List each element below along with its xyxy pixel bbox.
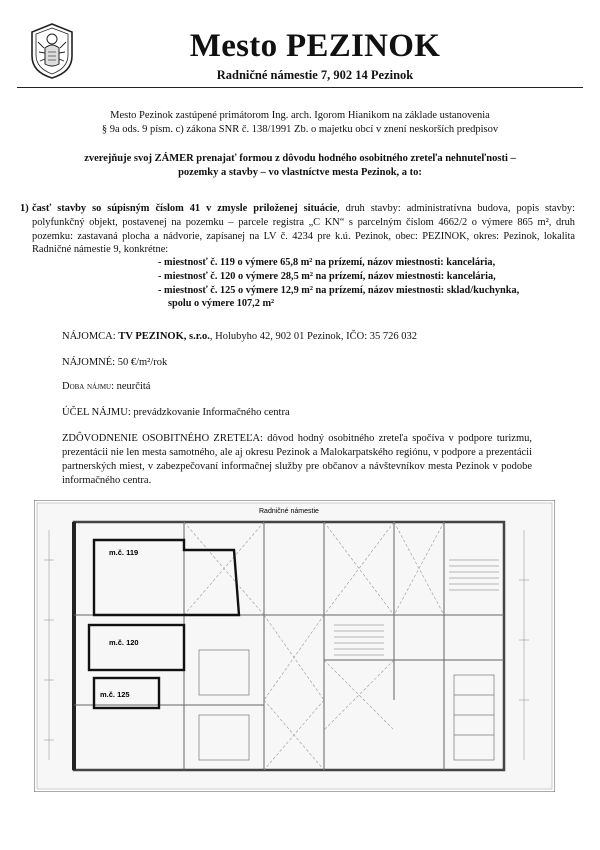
room-120: - miestnosť č. 120 o výmere 28,5 m² na prízemí, názov miestnosti: kancelária, bbox=[158, 270, 496, 282]
room-list bbox=[158, 256, 526, 311]
tenant-name: TV PEZINOK, s.r.o. bbox=[118, 331, 210, 342]
total-area: spolu o výmere 107,2 m² bbox=[168, 298, 275, 310]
square-label: Radničné námestie bbox=[259, 508, 319, 515]
item-number: 1) bbox=[20, 203, 29, 214]
room-125-label: m.č. 125 bbox=[100, 690, 130, 699]
room-125: - miestnosť č. 125 o výmere 12,9 m² na prízemí, názov miestnosti: sklad/kuchynka, bbox=[158, 284, 520, 296]
lease-duration-label: Doba nájmu bbox=[62, 381, 112, 392]
item-description: , druh stavby: administratívna budova, popis stavby: polyfunkčný objekt, postavenej na pozemku – parcele registra „C KN“ s parcelným číslom 4662/2 o výmere 865 m², druh pozemku: zastavaná plocha a nádvorie, zapísanej na LV č. 4234 pre k.ú. Pezinok, obec: PEZINOK, okres: Pezinok, lokalita Radničné námestie 9, konkrétne: bbox=[32, 203, 575, 256]
lease-duration-line bbox=[62, 380, 562, 394]
tenant-line bbox=[62, 330, 562, 344]
city-address: Radničné námestie 7, 902 14 Pezinok bbox=[216, 68, 414, 82]
intention-line-2: pozemky a stavby – vo vlastníctve mesta Pezinok, a to: bbox=[178, 167, 422, 178]
rent-line: NÁJOMNÉ: 50 €/m²/rok bbox=[62, 357, 168, 368]
intention-line-1: zverejňuje svoj ZÁMER prenajať formou z dôvodu hodného osobitného zreteľa nehnuteľnosti – bbox=[84, 153, 516, 164]
intention-statement bbox=[50, 152, 550, 180]
intro-line-1: Mesto Pezinok zastúpené primátorom Ing. arch. Igorom Hianikom na základe ustanovenia bbox=[110, 110, 490, 121]
purpose-line: ÚČEL NÁJMU: prevádzkovanie Informačného centra bbox=[62, 407, 290, 418]
room-119: - miestnosť č. 119 o výmere 65,8 m² na prízemí, názov miestnosti: kancelária, bbox=[158, 257, 496, 268]
lease-duration-value: : neurčitá bbox=[111, 381, 151, 392]
justification-paragraph: ZDÔVODNENIE OSOBITNÉHO ZRETEĽA: dôvod hodný osobitného zreteľa spočíva v podpore turizmu, prezentácii nie len mesta samotného, ale aj okresu Pezinok a Malokarpatského regiónu, v podpore a prezentácii partnerských miest, v zabezpečovaní informačnej služby pre občanov a návštevníkov mesta Pezinok v podobe informačného centra. bbox=[62, 433, 532, 486]
header-divider bbox=[17, 87, 583, 88]
room-120-label: m.č. 120 bbox=[109, 638, 139, 647]
floor-plan bbox=[34, 500, 555, 792]
tenant-details: , Holubyho 42, 902 01 Pezinok, IČO: 35 726 032 bbox=[209, 331, 417, 342]
item-lead: časť stavby so súpisným číslom 41 v zmysle priloženej situácie bbox=[32, 203, 338, 214]
intro-line-2: § 9a ods. 9 písm. c) zákona SNR č. 138/1991 Zb. o majetku obcí v znení neskorších predpisov bbox=[101, 124, 499, 135]
page-title: Mesto PEZINOK bbox=[189, 28, 441, 64]
room-119-label: m.č. 119 bbox=[109, 548, 139, 557]
property-item-1 bbox=[20, 202, 575, 257]
intro-paragraph bbox=[30, 109, 570, 137]
tenant-label: NÁJOMCA: bbox=[62, 331, 119, 342]
